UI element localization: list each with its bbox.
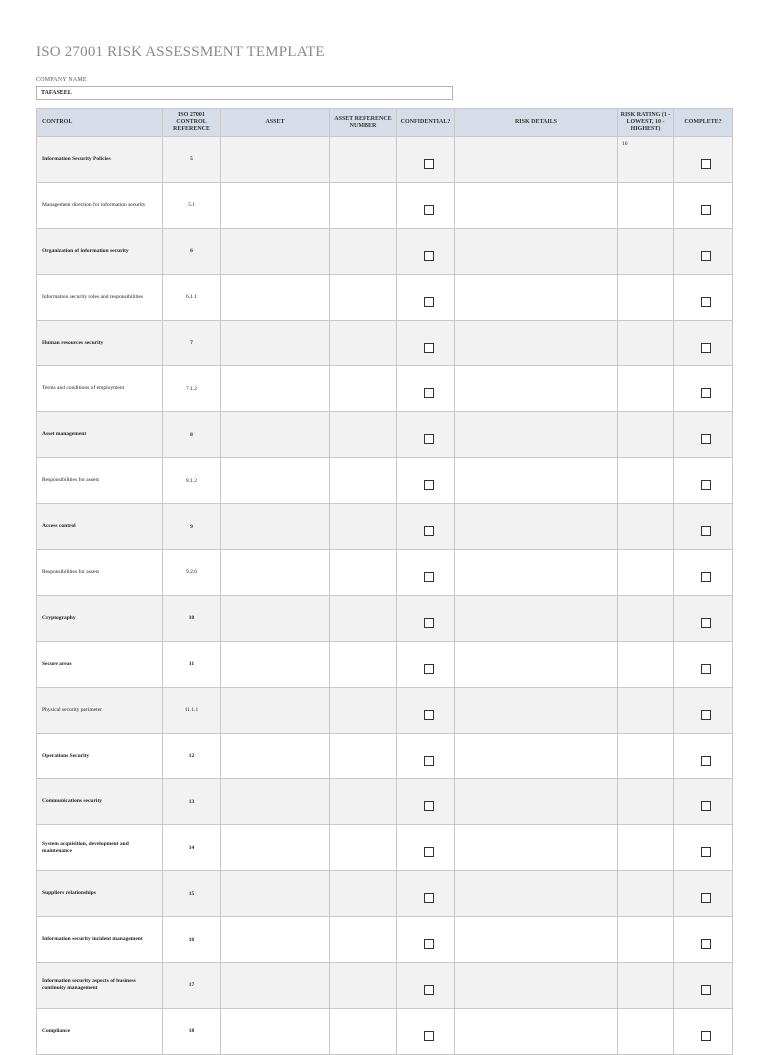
- asset-cell[interactable]: [221, 687, 330, 733]
- reference-cell: 6: [163, 228, 221, 274]
- confidential-checkbox[interactable]: [424, 205, 434, 215]
- confidential-cell: [397, 733, 455, 779]
- control-cell: Information security aspects of business continuity management: [37, 963, 163, 1009]
- asset-cell[interactable]: [221, 412, 330, 458]
- complete-checkbox[interactable]: [701, 939, 711, 949]
- asset-ref-cell[interactable]: [330, 733, 397, 779]
- risk-details-cell[interactable]: [455, 963, 618, 1009]
- control-cell: Responsibilities for assets: [37, 550, 163, 596]
- complete-cell: [674, 366, 733, 412]
- asset-cell[interactable]: [221, 182, 330, 228]
- risk-details-cell[interactable]: [455, 504, 618, 550]
- reference-cell: 11: [163, 641, 221, 687]
- risk-rating-cell[interactable]: [618, 779, 674, 825]
- asset-ref-cell[interactable]: [330, 550, 397, 596]
- complete-cell: [674, 779, 733, 825]
- asset-cell[interactable]: [221, 366, 330, 412]
- asset-cell[interactable]: [221, 917, 330, 963]
- asset-cell[interactable]: [221, 550, 330, 596]
- table-row: [37, 458, 733, 504]
- table-row: [37, 504, 733, 550]
- confidential-checkbox[interactable]: [424, 939, 434, 949]
- complete-checkbox[interactable]: [701, 205, 711, 215]
- table-row: [37, 550, 733, 596]
- risk-rating-cell[interactable]: [618, 182, 674, 228]
- reference-cell: 11.1.1: [163, 687, 221, 733]
- confidential-checkbox[interactable]: [424, 343, 434, 353]
- confidential-checkbox[interactable]: [424, 618, 434, 628]
- asset-ref-cell[interactable]: [330, 1008, 397, 1054]
- risk-details-cell[interactable]: [455, 320, 618, 366]
- header-reference: ISO 27001 CONTROL REFERENCE: [163, 109, 221, 137]
- confidential-checkbox[interactable]: [424, 801, 434, 811]
- reference-cell: 10: [163, 595, 221, 641]
- complete-checkbox[interactable]: [701, 756, 711, 766]
- confidential-cell: [397, 182, 455, 228]
- confidential-checkbox[interactable]: [424, 434, 434, 444]
- risk-rating-cell[interactable]: [618, 274, 674, 320]
- complete-cell: [674, 825, 733, 871]
- confidential-cell: [397, 871, 455, 917]
- complete-checkbox[interactable]: [701, 572, 711, 582]
- confidential-cell: [397, 825, 455, 871]
- complete-checkbox[interactable]: [701, 847, 711, 857]
- complete-cell: [674, 228, 733, 274]
- table-row: [37, 228, 733, 274]
- asset-ref-cell[interactable]: [330, 274, 397, 320]
- risk-details-cell[interactable]: [455, 871, 618, 917]
- risk-rating-cell[interactable]: [618, 825, 674, 871]
- control-cell: Information Security Policies: [37, 137, 163, 183]
- control-cell: Management direction for information security: [37, 182, 163, 228]
- risk-details-cell[interactable]: [455, 412, 618, 458]
- reference-cell: 5.1: [163, 182, 221, 228]
- control-cell: Physical security perimeter: [37, 687, 163, 733]
- control-cell: Cryptography: [37, 595, 163, 641]
- asset-cell[interactable]: [221, 963, 330, 1009]
- table-row: [37, 779, 733, 825]
- risk-details-cell[interactable]: [455, 228, 618, 274]
- table-row: [37, 871, 733, 917]
- complete-checkbox[interactable]: [701, 526, 711, 536]
- confidential-cell: [397, 550, 455, 596]
- risk-rating-cell[interactable]: [618, 963, 674, 1009]
- table-row: [37, 687, 733, 733]
- header-asset-ref: ASSET REFERENCE NUMBER: [330, 109, 397, 137]
- complete-cell: [674, 595, 733, 641]
- risk-details-cell[interactable]: [455, 733, 618, 779]
- risk-rating-cell[interactable]: 10: [618, 137, 674, 183]
- complete-checkbox[interactable]: [701, 893, 711, 903]
- confidential-cell: [397, 595, 455, 641]
- reference-cell: 6.1.1: [163, 274, 221, 320]
- risk-details-cell[interactable]: [455, 917, 618, 963]
- page-title: ISO 27001 RISK ASSESSMENT TEMPLATE: [36, 44, 325, 60]
- reference-cell: 9.2.6: [163, 550, 221, 596]
- complete-cell: [674, 320, 733, 366]
- table-row: [37, 825, 733, 871]
- confidential-cell: [397, 274, 455, 320]
- confidential-checkbox[interactable]: [424, 985, 434, 995]
- company-name-field[interactable]: TAFASEEL: [36, 86, 453, 100]
- risk-rating-cell[interactable]: [618, 366, 674, 412]
- asset-cell[interactable]: [221, 458, 330, 504]
- risk-details-cell[interactable]: [455, 458, 618, 504]
- table-row: [37, 595, 733, 641]
- confidential-cell: [397, 366, 455, 412]
- reference-cell: 13: [163, 779, 221, 825]
- confidential-checkbox[interactable]: [424, 251, 434, 261]
- complete-cell: [674, 550, 733, 596]
- table-row: [37, 641, 733, 687]
- asset-ref-cell[interactable]: [330, 687, 397, 733]
- risk-details-cell[interactable]: [455, 550, 618, 596]
- reference-cell: 15: [163, 871, 221, 917]
- complete-cell: [674, 1008, 733, 1054]
- complete-cell: [674, 687, 733, 733]
- reference-cell: 16: [163, 917, 221, 963]
- asset-ref-cell[interactable]: [330, 779, 397, 825]
- control-cell: Organization of information security: [37, 228, 163, 274]
- header-risk-rating: RISK RATING (1 - LOWEST, 10 - HIGHEST): [618, 109, 674, 137]
- confidential-cell: [397, 779, 455, 825]
- asset-cell[interactable]: [221, 504, 330, 550]
- confidential-checkbox[interactable]: [424, 710, 434, 720]
- confidential-cell: [397, 1008, 455, 1054]
- asset-cell[interactable]: [221, 274, 330, 320]
- table-row: [37, 137, 733, 183]
- complete-cell: [674, 412, 733, 458]
- confidential-cell: [397, 963, 455, 1009]
- complete-checkbox[interactable]: [701, 710, 711, 720]
- risk-rating-cell[interactable]: [618, 871, 674, 917]
- risk-rating-cell[interactable]: [618, 320, 674, 366]
- asset-cell[interactable]: [221, 733, 330, 779]
- asset-cell[interactable]: [221, 871, 330, 917]
- risk-rating-cell[interactable]: [618, 595, 674, 641]
- reference-cell: 8: [163, 412, 221, 458]
- confidential-cell: [397, 504, 455, 550]
- confidential-cell: [397, 641, 455, 687]
- asset-cell[interactable]: [221, 595, 330, 641]
- table-row: [37, 412, 733, 458]
- complete-checkbox[interactable]: [701, 1031, 711, 1041]
- complete-checkbox[interactable]: [701, 618, 711, 628]
- risk-assessment-table: [36, 108, 733, 1055]
- complete-checkbox[interactable]: [701, 434, 711, 444]
- complete-cell: [674, 641, 733, 687]
- complete-checkbox[interactable]: [701, 985, 711, 995]
- complete-checkbox[interactable]: [701, 388, 711, 398]
- complete-checkbox[interactable]: [701, 343, 711, 353]
- asset-ref-cell[interactable]: [330, 137, 397, 183]
- table-row: [37, 1008, 733, 1054]
- control-cell: Human resources security: [37, 320, 163, 366]
- header-control: CONTROL: [37, 109, 163, 137]
- complete-cell: [674, 733, 733, 779]
- confidential-checkbox[interactable]: [424, 480, 434, 490]
- control-cell: Asset management: [37, 412, 163, 458]
- confidential-cell: [397, 458, 455, 504]
- risk-rating-cell[interactable]: [618, 1008, 674, 1054]
- confidential-checkbox[interactable]: [424, 893, 434, 903]
- control-cell: Information security incident management: [37, 917, 163, 963]
- table-row: [37, 274, 733, 320]
- confidential-cell: [397, 917, 455, 963]
- confidential-checkbox[interactable]: [424, 159, 434, 169]
- risk-rating-cell[interactable]: [618, 504, 674, 550]
- control-cell: Information security roles and responsibilities: [37, 274, 163, 320]
- table-row: [37, 963, 733, 1009]
- asset-ref-cell[interactable]: [330, 825, 397, 871]
- reference-cell: 7: [163, 320, 221, 366]
- risk-details-cell[interactable]: [455, 274, 618, 320]
- confidential-checkbox[interactable]: [424, 572, 434, 582]
- risk-rating-cell[interactable]: [618, 917, 674, 963]
- confidential-cell: [397, 687, 455, 733]
- asset-ref-cell[interactable]: [330, 320, 397, 366]
- control-cell: Communications security: [37, 779, 163, 825]
- reference-cell: 8.1.2: [163, 458, 221, 504]
- reference-cell: 5: [163, 137, 221, 183]
- complete-cell: [674, 458, 733, 504]
- asset-cell[interactable]: [221, 228, 330, 274]
- control-cell: Secure areas: [37, 641, 163, 687]
- asset-ref-cell[interactable]: [330, 641, 397, 687]
- table-row: [37, 320, 733, 366]
- asset-cell[interactable]: [221, 641, 330, 687]
- header-asset: ASSET: [221, 109, 330, 137]
- asset-ref-cell[interactable]: [330, 412, 397, 458]
- risk-details-cell[interactable]: [455, 641, 618, 687]
- risk-details-cell[interactable]: [455, 779, 618, 825]
- asset-ref-cell[interactable]: [330, 458, 397, 504]
- confidential-checkbox[interactable]: [424, 1031, 434, 1041]
- company-name-label: COMPANY NAME: [36, 77, 87, 83]
- reference-cell: 17: [163, 963, 221, 1009]
- risk-details-cell[interactable]: [455, 1008, 618, 1054]
- confidential-cell: [397, 228, 455, 274]
- risk-rating-cell[interactable]: [618, 550, 674, 596]
- asset-ref-cell[interactable]: [330, 963, 397, 1009]
- control-cell: System acquisition, development and maintenance: [37, 825, 163, 871]
- control-cell: Access control: [37, 504, 163, 550]
- confidential-cell: [397, 412, 455, 458]
- risk-details-cell[interactable]: [455, 825, 618, 871]
- risk-rating-cell[interactable]: [618, 228, 674, 274]
- complete-checkbox[interactable]: [701, 801, 711, 811]
- reference-cell: 7.1.2: [163, 366, 221, 412]
- asset-ref-cell[interactable]: [330, 871, 397, 917]
- asset-cell[interactable]: [221, 779, 330, 825]
- risk-rating-cell[interactable]: [618, 687, 674, 733]
- asset-ref-cell[interactable]: [330, 228, 397, 274]
- asset-ref-cell[interactable]: [330, 366, 397, 412]
- risk-rating-cell[interactable]: [618, 458, 674, 504]
- table-header-row: [37, 109, 733, 137]
- risk-details-cell[interactable]: [455, 366, 618, 412]
- reference-cell: 18: [163, 1008, 221, 1054]
- complete-checkbox[interactable]: [701, 159, 711, 169]
- confidential-checkbox[interactable]: [424, 756, 434, 766]
- complete-checkbox[interactable]: [701, 251, 711, 261]
- complete-cell: [674, 504, 733, 550]
- header-risk-details: RISK DETAILS: [455, 109, 618, 137]
- complete-checkbox[interactable]: [701, 664, 711, 674]
- confidential-checkbox[interactable]: [424, 664, 434, 674]
- complete-cell: [674, 963, 733, 1009]
- control-cell: Operations Security: [37, 733, 163, 779]
- risk-details-cell[interactable]: [455, 182, 618, 228]
- confidential-checkbox[interactable]: [424, 847, 434, 857]
- complete-cell: [674, 137, 733, 183]
- confidential-checkbox[interactable]: [424, 526, 434, 536]
- asset-cell[interactable]: [221, 137, 330, 183]
- reference-cell: 14: [163, 825, 221, 871]
- risk-details-cell[interactable]: [455, 595, 618, 641]
- risk-rating-cell[interactable]: [618, 412, 674, 458]
- control-cell: Terms and conditions of employment: [37, 366, 163, 412]
- risk-rating-cell[interactable]: [618, 733, 674, 779]
- reference-cell: 9: [163, 504, 221, 550]
- risk-details-cell[interactable]: [455, 137, 618, 183]
- complete-cell: [674, 274, 733, 320]
- control-cell: Compliance: [37, 1008, 163, 1054]
- control-cell: Suppliers relationships: [37, 871, 163, 917]
- reference-cell: 12: [163, 733, 221, 779]
- asset-cell[interactable]: [221, 320, 330, 366]
- asset-cell[interactable]: [221, 1008, 330, 1054]
- asset-ref-cell[interactable]: [330, 182, 397, 228]
- table-row: [37, 733, 733, 779]
- complete-checkbox[interactable]: [701, 480, 711, 490]
- header-complete: COMPLETE?: [674, 109, 733, 137]
- risk-details-cell[interactable]: [455, 687, 618, 733]
- control-cell: Responsibilities for assets: [37, 458, 163, 504]
- confidential-cell: [397, 320, 455, 366]
- complete-checkbox[interactable]: [701, 297, 711, 307]
- header-confidential: CONFIDENTIAL?: [397, 109, 455, 137]
- table-row: [37, 182, 733, 228]
- complete-cell: [674, 871, 733, 917]
- confidential-checkbox[interactable]: [424, 388, 434, 398]
- asset-ref-cell[interactable]: [330, 595, 397, 641]
- complete-cell: [674, 182, 733, 228]
- asset-ref-cell[interactable]: [330, 504, 397, 550]
- table-row: [37, 366, 733, 412]
- confidential-checkbox[interactable]: [424, 297, 434, 307]
- risk-rating-cell[interactable]: [618, 641, 674, 687]
- table-row: [37, 917, 733, 963]
- asset-cell[interactable]: [221, 825, 330, 871]
- complete-cell: [674, 917, 733, 963]
- confidential-cell: [397, 137, 455, 183]
- asset-ref-cell[interactable]: [330, 917, 397, 963]
